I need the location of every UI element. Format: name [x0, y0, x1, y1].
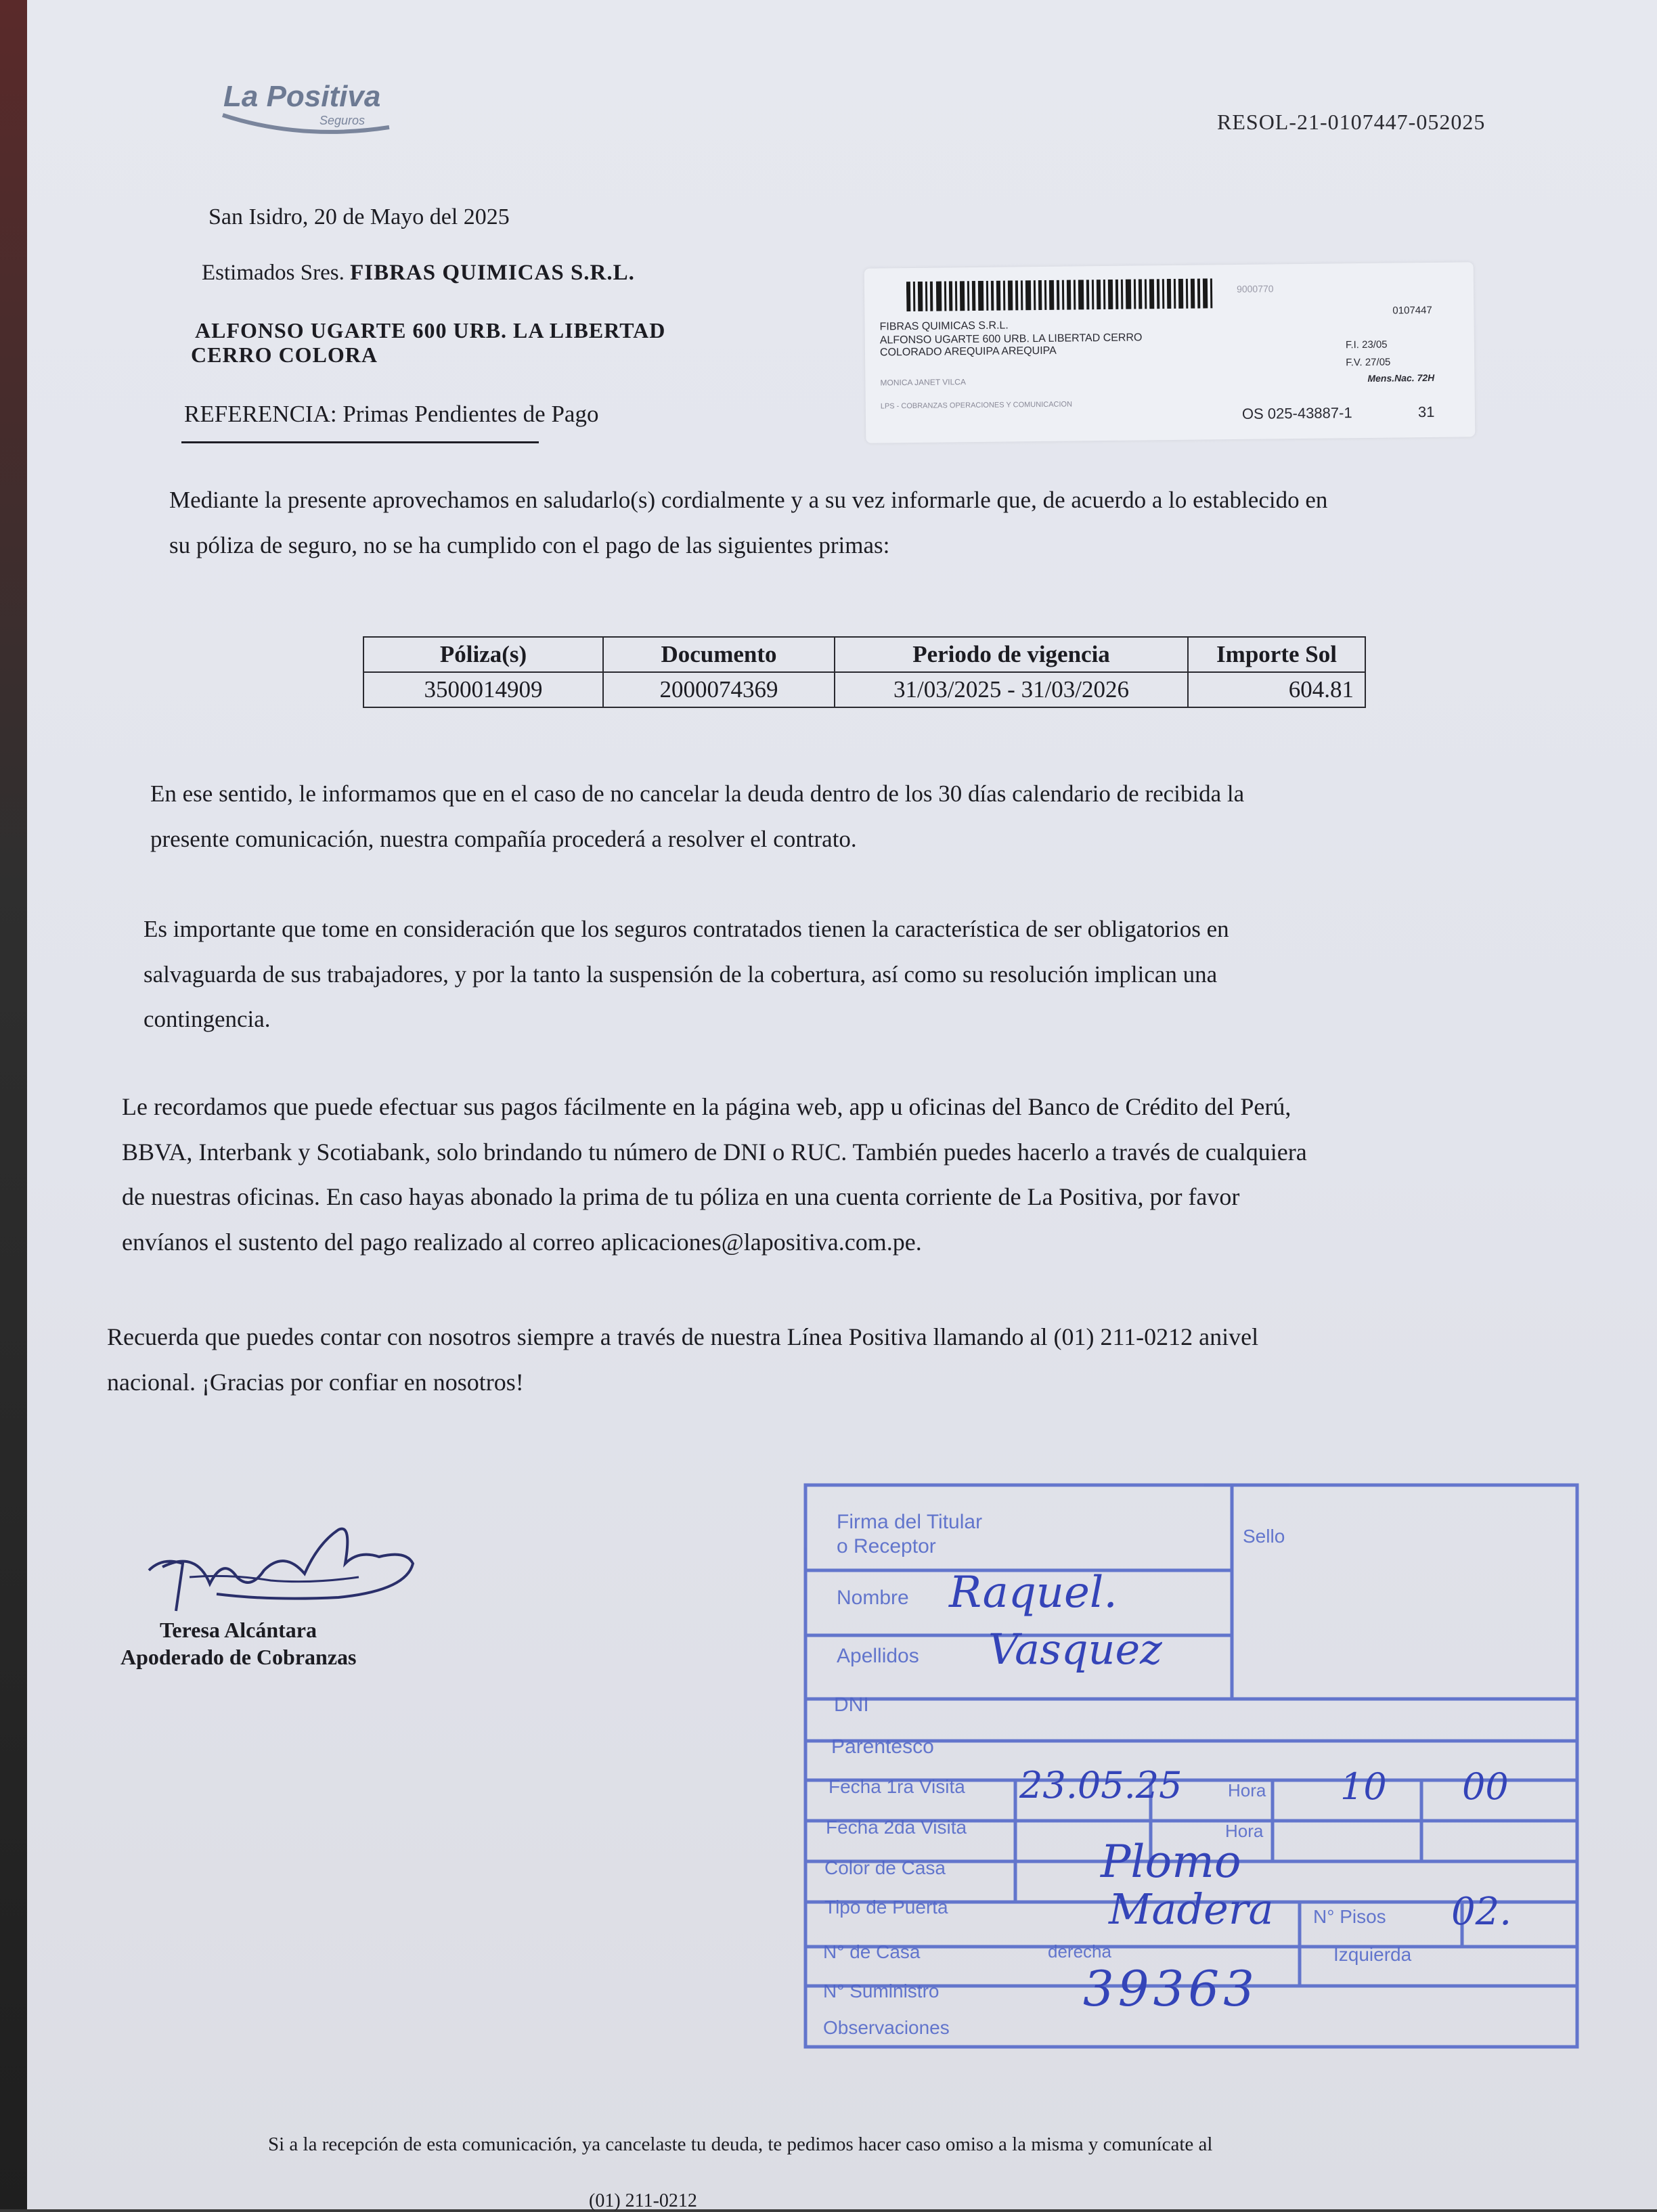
table-row [363, 672, 1365, 707]
footer-note: Si a la recepción de esta comunicación, ya cancelaste tu deuda, te pedimos hacer caso omiso a la misma y comunícate al [268, 2133, 1213, 2155]
stamp-parentesco-label: Parentesco [831, 1735, 934, 1758]
signatory-name: Teresa Alcántara [160, 1618, 317, 1642]
paragraph-line: de nuestras oficinas. En caso hayas abonado la prima de tu póliza en una cuenta corriente de La Positiva, por favor [122, 1183, 1240, 1211]
paragraph-line: presente comunicación, nuestra compañía procederá a resolver el contrato. [150, 825, 857, 852]
stamp-observaciones-label: Observaciones [823, 2017, 950, 2038]
label-contact: MONICA JANET VILCA [880, 377, 966, 388]
company-logo-subtitle: Seguros [319, 114, 366, 127]
label-address-line2: COLORADO AREQUIPA AREQUIPA [879, 345, 1057, 359]
recipient-address-line2: CERRO COLORA [191, 342, 378, 367]
paragraph-line: Recuerda que puedes contar con nosotros siempre a través de nuestra Línea Positiva llamando al (01) 211-0212 anivel [107, 1323, 1259, 1350]
col-periodo: Periodo de vigencia [835, 637, 1188, 672]
stamp-hora2-label: Hora [1225, 1821, 1264, 1841]
greeting [202, 261, 635, 286]
stamp-fecha2-label: Fecha 2da Visita [826, 1817, 967, 1838]
label-os-number: 31 [1417, 403, 1435, 421]
cell-importe: 604.81 [1188, 672, 1365, 707]
premiums-table [363, 636, 1366, 708]
stamp-sello-label: Sello [1243, 1526, 1285, 1547]
company-logo-text: La Positiva [223, 80, 381, 113]
intro-line: Mediante la presente aprovechamos en saludarlo(s) cordialmente y a su vez informarle que, de acuerdo a lo establecido en [169, 487, 1328, 513]
stamp-nombre-value: Raquel. [949, 1568, 1118, 1618]
stamp-hora-minutes: 00 [1462, 1765, 1509, 1808]
label-number: 0107447 [1392, 304, 1432, 317]
stamp-hora-label: Hora [1228, 1780, 1266, 1800]
col-documento: Documento [603, 637, 835, 672]
deadline-paragraph [150, 772, 1599, 862]
stamp-apellidos-label: Apellidos [837, 1645, 919, 1667]
col-poliza: Póliza(s) [363, 637, 603, 672]
paragraph-line: envíanos el sustento del pago realizado al correo aplicaciones@lapositiva.com.pe. [122, 1228, 922, 1256]
cell-documento: 2000074369 [603, 672, 835, 707]
stamp-suministro-label: N° Suministro [823, 1981, 940, 2001]
mailing-label [864, 262, 1476, 443]
importance-paragraph [143, 907, 1599, 1042]
background-edge [0, 0, 30, 2209]
paragraph-line: En ese sentido, le informamos que en el caso de no cancelar la deuda dentro de los 30 días calendario de recibida la [150, 780, 1245, 807]
stamp-receptor-label: o Receptor [837, 1535, 936, 1557]
stamp-fecha1-label: Fecha 1ra Visita [828, 1776, 965, 1797]
stamp-pisos-value: 02. [1451, 1890, 1512, 1934]
intro-paragraph [169, 478, 1570, 568]
paragraph-line: Es importante que tome en consideración que los seguros contratados tienen la característica de ser obligatorios en [143, 916, 1229, 942]
stamp-tipo-label: Tipo de Puerta [824, 1897, 948, 1918]
resolution-code: RESOL-21-0107447-052025 [1217, 110, 1486, 134]
stamp-derecha-label: derecha [1048, 1941, 1111, 1962]
stamp-firma-label: Firma del Titular [837, 1511, 983, 1533]
stamp-pisos-label: N° Pisos [1313, 1906, 1386, 1927]
table-header-row [363, 637, 1365, 672]
stamp-hora-hours: 10 [1340, 1765, 1387, 1808]
label-address-line1: ALFONSO UGARTE 600 URB. LA LIBERTAD CERRO [879, 332, 1143, 347]
stamp-apellidos-value: Vasquez [988, 1624, 1162, 1674]
recipient-address-line1: ALFONSO UGARTE 600 URB. LA LIBERTAD [195, 318, 666, 342]
greeting-prefix: Estimados Sres. [202, 261, 345, 285]
intro-line: su póliza de seguro, no se ha cumplido con el pago de las siguientes primas: [169, 531, 890, 558]
label-recipient: FIBRAS QUIMICAS S.R.L. [879, 319, 1009, 333]
letter-page [27, 0, 1657, 2209]
label-fv: F.V. 27/05 [1346, 356, 1391, 369]
label-mens: Mens.Nac. 72H [1367, 372, 1435, 384]
handwritten-signature-icon [135, 1509, 433, 1618]
paragraph-line: contingencia. [143, 1006, 271, 1032]
label-fi: F.I. 23/05 [1345, 338, 1388, 351]
paragraph-line: salvaguarda de sus trabajadores, y por la tanto la suspensión de la cobertura, así como su resolución implican una [143, 960, 1218, 988]
paragraph-line: nacional. ¡Gracias por confiar en nosotros! [107, 1368, 524, 1396]
stamp-color-label: Color de Casa [824, 1857, 946, 1878]
payment-paragraph [122, 1084, 1611, 1264]
barcode-icon [906, 278, 1231, 314]
stamp-fecha1-value: 23.05.25 [1019, 1764, 1183, 1807]
label-small-code: 9000770 [1236, 283, 1274, 294]
signatory-role: Apoderado de Cobranzas [120, 1645, 357, 1669]
contact-paragraph [107, 1314, 1630, 1404]
reference-line: REFERENCIA: Primas Pendientes de Pago [184, 401, 599, 427]
cell-periodo: 31/03/2025 - 31/03/2026 [835, 672, 1188, 707]
stamp-casa-label: N° de Casa [823, 1941, 921, 1962]
paragraph-line: BBVA, Interbank y Scotiabank, solo brindando tu número de DNI o RUC. También puedes hacerlo a través de cualquiera [122, 1138, 1307, 1166]
stamp-tipo-value: Madera [1109, 1884, 1274, 1934]
col-importe: Importe Sol [1188, 637, 1365, 672]
stamp-suministro-value: 39363 [1083, 1960, 1259, 2017]
cell-poliza: 3500014909 [363, 672, 603, 707]
logo-swoosh-icon [220, 108, 396, 142]
footer-phone: (01) 211-0212 [589, 2190, 697, 2211]
stamp-color-value: Plomo [1101, 1836, 1241, 1888]
stamp-izquierda-label: Izquierda [1333, 1944, 1412, 1965]
label-area: LPS - COBRANZAS OPERACIONES Y COMUNICACION [880, 400, 1073, 411]
letter-date: San Isidro, 20 de Mayo del 2025 [208, 204, 510, 229]
stamp-nombre-label: Nombre [837, 1587, 909, 1609]
recipient-company: FIBRAS QUIMICAS S.R.L. [350, 261, 635, 285]
label-os-code: OS 025-43887-1 [1241, 404, 1352, 422]
paragraph-line: Le recordamos que puede efectuar sus pagos fácilmente en la página web, app u oficinas del Banco de Crédito del Perú, [122, 1093, 1291, 1120]
stamp-dni-label: DNI [834, 1694, 869, 1716]
reference-underline [181, 441, 539, 443]
